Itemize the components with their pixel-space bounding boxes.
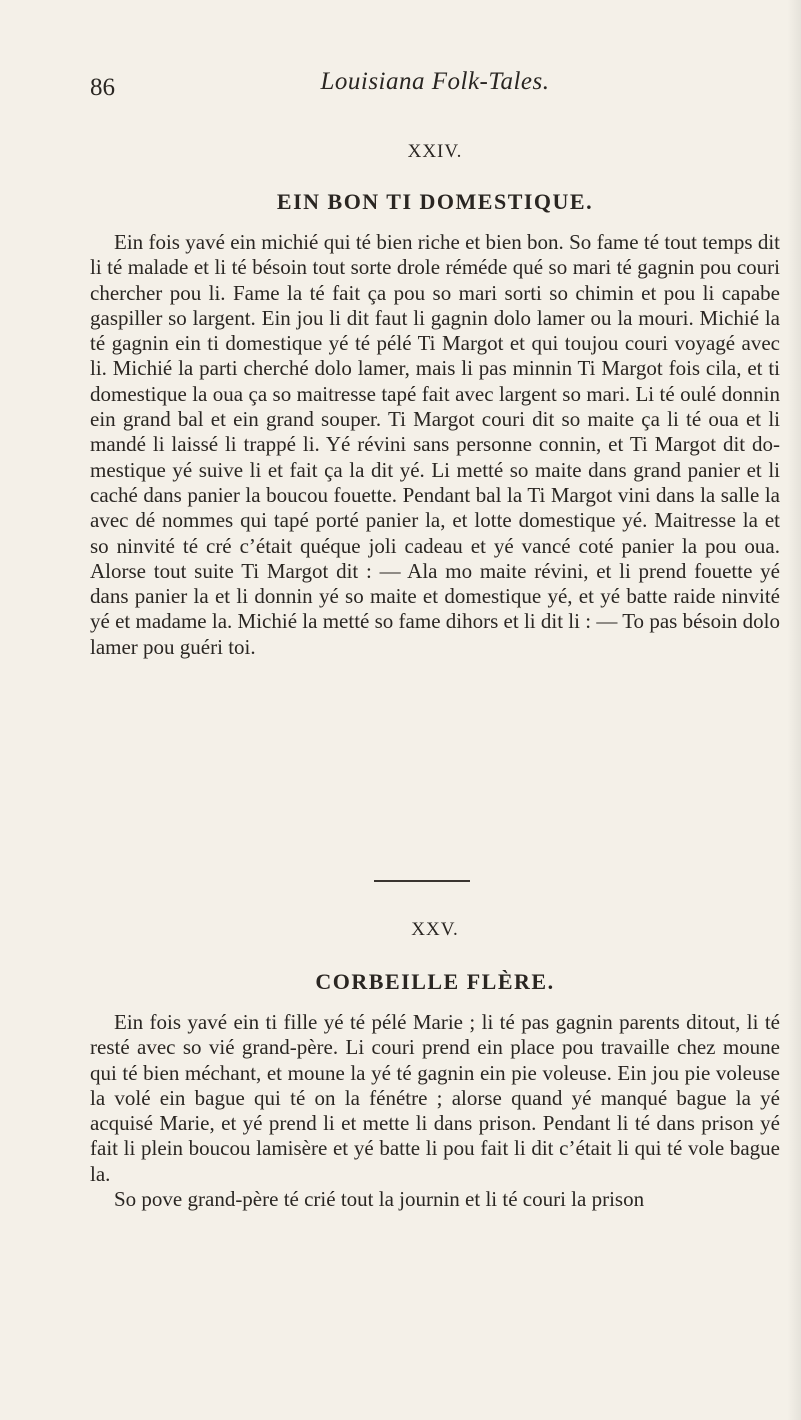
story-xxv (90, 918, 780, 1212)
running-title: Louisiana Folk-Tales. (320, 68, 550, 95)
page-edge-shadow (787, 0, 801, 1420)
story-paragraph: So pove grand-père té crié tout la journin et li té couri la prison (114, 1187, 645, 1212)
running-head (90, 68, 780, 108)
story-numeral: XXIV. (407, 141, 463, 162)
story-title: EIN BON TI DOMESTIQUE. (276, 189, 594, 214)
story-numeral: XXV. (411, 919, 459, 940)
section-divider (374, 880, 470, 882)
story-xxiv (90, 140, 780, 660)
story-title: CORBEILLE FLÈRE. (315, 969, 555, 994)
story-paragraph: Ein fois yavé ein ti fille yé té pélé Marie ; li té pas gagnin parents ditout, li té resté avec so vié grand-père. Li couri prend ein place pou travaille chez moune qui té bien méchant, et moune la yé té gagnin ein pie voleuse. Ein jou pie voleuse la volé ein bague qui té on la fénétre ; alorse quand yé manqué bague la yé acquisé Marie, et yé prend li et mette li dans prison. Pendant li té dans prison yé fait li plein boucou lamisère et yé batte li pou fait li dit c’était li qui té vole bague la. (90, 1010, 780, 1186)
page-number: 86 (90, 74, 115, 101)
story-paragraph: Ein fois yavé ein michié qui té bien riche et bien bon. So fame té tout temps dit li té malade et li té bésoin tout sorte drole réméde qué so mari té gagnin pou couri chercher pou li. Fame la té fait ça pou so mari sorti so chimin et pou li capabe gaspiller so largent. Ein jou li dit faut li gagnin dolo lamer ou la mouri. Michié la té gagnin ein ti domestique yé té pélé Ti Margot et qui toujou couri voyagé avec li. Michié la parti cherché dolo lamer, mais li pas minnin Ti Margot fois cila, et ti domestique la oua ça so maitresse tapé fait avec largent so mari. Li té oulé donnin ein grand bal et ein grand souper. Ti Margot couri dit so maite ça li té oua et li mandé li laissé li trappé li. Yé révini sans personne connin, et Ti Margot dit do-mestique yé suive li et fait ça la dit yé. Li metté so maite dans grand panier et li caché dans panier la boucou fouette. Pendant bal la Ti Margot vini dans la salle la avec dé nommes qui tapé porté panier la, et lotte domestique yé. Maitresse la et so ninvité té cré c’était quéque joli cadeau et yé vancé coté panier la pou oua. Alorse tout suite Ti Margot dit : — Ala mo maite révini, et li prend fouette yé dans panier la et li donnin yé so maite et domestique yé, et yé batte raide ninvité yé et madame la. Michié la metté so fame dihors et li dit li : — To pas bésoin dolo lamer pou guéri toi. (90, 230, 780, 659)
